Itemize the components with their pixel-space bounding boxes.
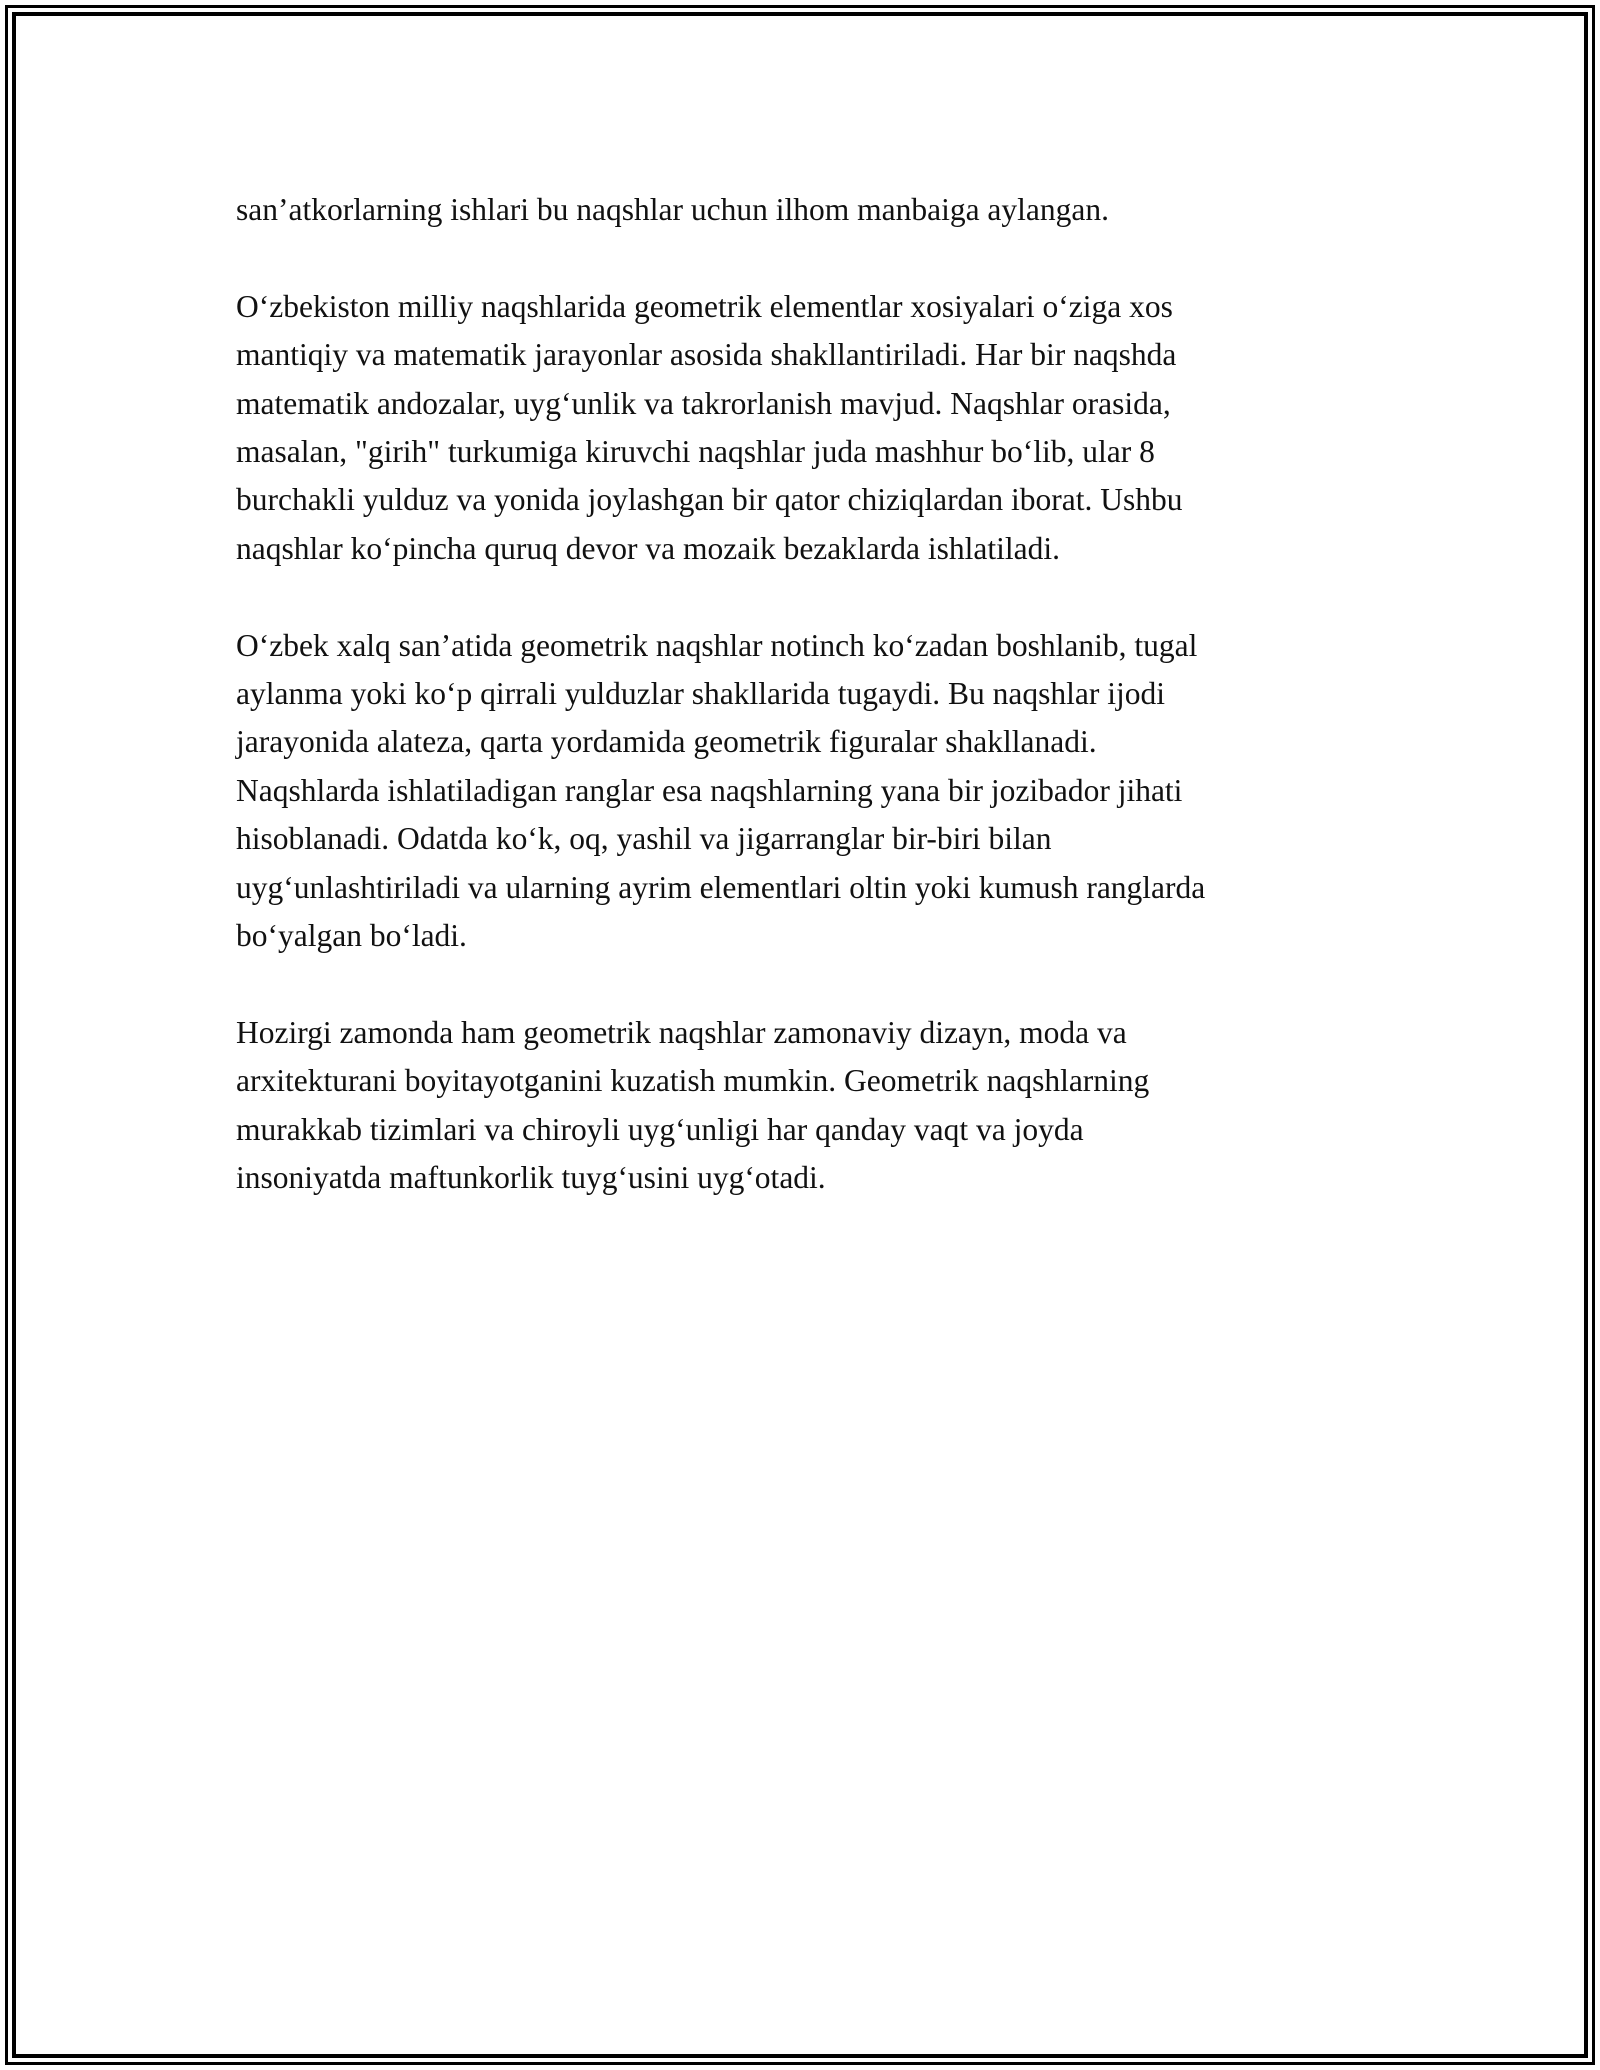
- text-line: aylanma yoki ko‘p qirrali yulduzlar shakllarida tugaydi. Bu naqshlar ijodi: [236, 676, 1166, 712]
- paragraph-3: [236, 622, 1376, 961]
- text-line: jarayonida alateza, qarta yordamida geometrik figuralar shakllanadi.: [236, 724, 1097, 760]
- text-line: matematik andozalar, uyg‘unlik va takrorlanish mavjud. Naqshlar orasida,: [236, 385, 1171, 421]
- text-line: Naqshlarda ishlatiladigan ranglar esa naqshlarning yana bir jozibador jihati: [236, 772, 1183, 808]
- text-line: insoniyatda maftunkorlik tuyg‘usini uyg‘otadi.: [236, 1160, 826, 1196]
- text-line: O‘zbek xalq san’atida geometrik naqshlar notinch ko‘zadan boshlanib, tugal: [236, 627, 1198, 663]
- text-line: O‘zbekiston milliy naqshlarida geometrik elementlar xosiyalari o‘ziga xos: [236, 288, 1173, 324]
- text-line: burchakli yulduz va yonida joylashgan bir qator chiziqlardan iborat. Ushbu: [236, 482, 1183, 518]
- paragraph-1: [236, 186, 1376, 234]
- text-line: murakkab tizimlari va chiroyli uyg‘unligi har qanday vaqt va joyda: [236, 1111, 1084, 1147]
- text-line: san’atkorlarning ishlari bu naqshlar uchun ilhom manbaiga aylangan.: [236, 192, 1110, 227]
- text-line: mantiqiy va matematik jarayonlar asosida shakllantiriladi. Har bir naqshda: [236, 337, 1177, 373]
- text-line: naqshlar ko‘pincha quruq devor va mozaik bezaklarda ishlatiladi.: [236, 530, 1060, 566]
- text-line: arxitekturani boyitayotganini kuzatish mumkin. Geometrik naqshlarning: [236, 1063, 1150, 1099]
- text-line: uyg‘unlashtiriladi va ularning ayrim elementlari oltin yoki kumush ranglarda: [236, 869, 1206, 905]
- text-line: masalan, "girih" turkumiga kiruvchi naqshlar juda mashhur bo‘lib, ular 8: [236, 434, 1155, 470]
- text-line: bo‘yalgan bo‘ladi.: [236, 918, 467, 954]
- paragraph-2: [236, 283, 1376, 573]
- text-line: Hozirgi zamonda ham geometrik naqshlar zamonaviy dizayn, moda va: [236, 1014, 1127, 1050]
- text-line: hisoblanadi. Odatda ko‘k, oq, yashil va jigarranglar bir-biri bilan: [236, 821, 1052, 857]
- document-body: [236, 186, 1376, 1202]
- paragraph-4: [236, 1009, 1376, 1203]
